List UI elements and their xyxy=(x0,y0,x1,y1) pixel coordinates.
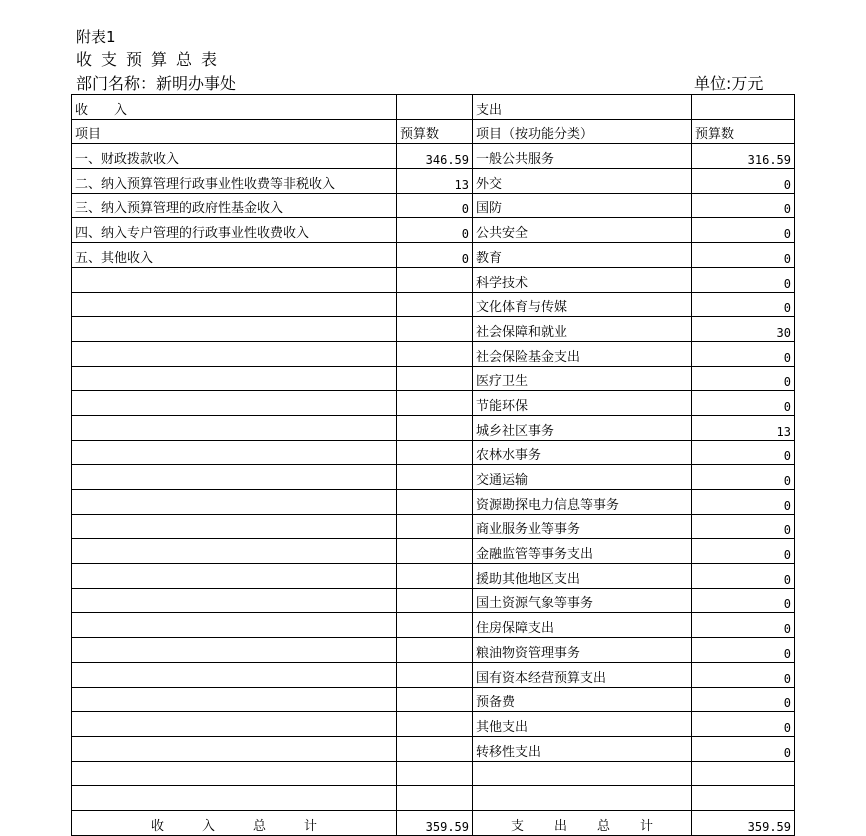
total-income-label xyxy=(72,810,397,835)
table-row xyxy=(72,514,795,539)
empty-cell xyxy=(397,613,473,638)
annex-label: 附表1 xyxy=(76,28,116,46)
empty-cell xyxy=(397,662,473,687)
table-row xyxy=(72,317,795,342)
empty-cell xyxy=(397,440,473,465)
expense-item-value: 0 xyxy=(692,366,795,391)
empty-cell xyxy=(72,588,397,613)
table-row xyxy=(72,786,795,811)
expense-item-label: 援助其他地区支出 xyxy=(473,564,692,589)
empty-cell xyxy=(72,712,397,737)
empty-cell xyxy=(72,366,397,391)
table-row xyxy=(72,539,795,564)
expense-item-label: 转移性支出 xyxy=(473,736,692,761)
total-income-label-char: 入 xyxy=(201,818,215,834)
empty-cell xyxy=(72,687,397,712)
empty-cell xyxy=(397,317,473,342)
col-item-header: 项目 xyxy=(72,119,397,144)
table-row xyxy=(72,218,795,243)
expense-item-label: 科学技术 xyxy=(473,267,692,292)
expense-item-label: 资源勘探电力信息等事务 xyxy=(473,490,692,515)
empty-cell xyxy=(397,564,473,589)
table-row xyxy=(72,292,795,317)
table-row xyxy=(72,613,795,638)
table-row xyxy=(72,243,795,268)
table-row xyxy=(72,366,795,391)
department-name: 部门名称：新明办事处 xyxy=(76,74,237,93)
expense-item-value: 0 xyxy=(692,267,795,292)
table-row xyxy=(72,267,795,292)
income-item-value: 0 xyxy=(397,218,473,243)
income-item-value: 346.59 xyxy=(397,144,473,169)
empty-cell xyxy=(397,391,473,416)
expense-item-label: 文化体育与传媒 xyxy=(473,292,692,317)
expense-item-label: 商业服务业等事务 xyxy=(473,514,692,539)
col-expense-item-header: 项目（按功能分类） xyxy=(473,119,692,144)
empty-cell xyxy=(72,440,397,465)
unit-label: 单位:万元 xyxy=(694,74,764,93)
expense-item-value: 0 xyxy=(692,292,795,317)
table-row xyxy=(72,687,795,712)
empty-cell xyxy=(692,761,795,786)
income-header: 收 入 xyxy=(72,95,397,120)
expense-item-label: 国土资源气象等事务 xyxy=(473,588,692,613)
income-item-value: 0 xyxy=(397,243,473,268)
table-row xyxy=(72,169,795,194)
totals-row xyxy=(72,810,795,835)
income-item-value: 0 xyxy=(397,193,473,218)
empty-cell xyxy=(72,267,397,292)
empty-cell xyxy=(397,490,473,515)
expense-item-value: 0 xyxy=(692,218,795,243)
expense-item-label: 国防 xyxy=(473,193,692,218)
empty-cell xyxy=(72,761,397,786)
table-row xyxy=(72,193,795,218)
expense-item-label: 公共安全 xyxy=(473,218,692,243)
expense-item-value: 0 xyxy=(692,440,795,465)
expense-item-label: 住房保障支出 xyxy=(473,613,692,638)
empty-cell xyxy=(397,415,473,440)
total-income-label-char: 收 xyxy=(150,818,164,834)
expense-item-value: 0 xyxy=(692,169,795,194)
empty-cell xyxy=(692,95,795,120)
table-row xyxy=(72,662,795,687)
empty-cell xyxy=(72,391,397,416)
budget-table-body xyxy=(72,95,795,836)
expense-item-value: 0 xyxy=(692,193,795,218)
table-row xyxy=(72,440,795,465)
expense-item-label: 国有资本经营预算支出 xyxy=(473,662,692,687)
empty-cell xyxy=(72,638,397,663)
empty-cell xyxy=(397,95,473,120)
expense-item-value: 0 xyxy=(692,465,795,490)
expense-item-label: 交通运输 xyxy=(473,465,692,490)
expense-item-value: 0 xyxy=(692,662,795,687)
income-item-label: 三、纳入预算管理的政府性基金收入 xyxy=(72,193,397,218)
income-item-label: 二、纳入预算管理行政事业性收费等非税收入 xyxy=(72,169,397,194)
expense-item-value: 0 xyxy=(692,514,795,539)
empty-cell xyxy=(72,490,397,515)
income-item-label: 四、纳入专户管理的行政事业性收费收入 xyxy=(72,218,397,243)
empty-cell xyxy=(397,539,473,564)
expense-item-value: 0 xyxy=(692,341,795,366)
empty-cell xyxy=(72,564,397,589)
expense-item-value: 0 xyxy=(692,736,795,761)
expense-item-value: 0 xyxy=(692,539,795,564)
expense-item-label: 粮油物资管理事务 xyxy=(473,638,692,663)
expense-item-label: 社会保险基金支出 xyxy=(473,341,692,366)
section-header-row xyxy=(72,95,795,120)
income-item-label: 五、其他收入 xyxy=(72,243,397,268)
income-item-label: 一、财政拨款收入 xyxy=(72,144,397,169)
empty-cell xyxy=(397,366,473,391)
table-row xyxy=(72,391,795,416)
empty-cell xyxy=(397,736,473,761)
empty-cell xyxy=(473,761,692,786)
table-row xyxy=(72,144,795,169)
empty-cell xyxy=(397,465,473,490)
total-expense-label-char: 支 xyxy=(510,818,524,834)
empty-cell xyxy=(473,786,692,811)
budget-table xyxy=(71,94,795,836)
table-row xyxy=(72,490,795,515)
empty-cell xyxy=(397,514,473,539)
table-row xyxy=(72,341,795,366)
expense-item-label: 预备费 xyxy=(473,687,692,712)
expense-header: 支出 xyxy=(473,95,692,120)
empty-cell xyxy=(397,292,473,317)
empty-cell xyxy=(397,761,473,786)
empty-cell xyxy=(72,292,397,317)
table-row xyxy=(72,712,795,737)
empty-cell xyxy=(72,465,397,490)
expense-item-value: 0 xyxy=(692,638,795,663)
income-item-value: 13 xyxy=(397,169,473,194)
empty-cell xyxy=(72,341,397,366)
expense-item-label: 其他支出 xyxy=(473,712,692,737)
total-income-value: 359.59 xyxy=(397,810,473,835)
total-expense-label-char: 总 xyxy=(597,818,611,834)
table-row xyxy=(72,638,795,663)
expense-item-label: 城乡社区事务 xyxy=(473,415,692,440)
col-expense-budget-header: 预算数 xyxy=(692,119,795,144)
expense-item-value: 13 xyxy=(692,415,795,440)
total-income-label-char: 总 xyxy=(253,818,267,834)
expense-item-value: 0 xyxy=(692,243,795,268)
total-expense-label xyxy=(473,810,692,835)
expense-item-label: 农林水事务 xyxy=(473,440,692,465)
table-row xyxy=(72,736,795,761)
expense-item-value: 0 xyxy=(692,391,795,416)
expense-item-value: 0 xyxy=(692,613,795,638)
empty-cell xyxy=(72,317,397,342)
expense-item-label: 一般公共服务 xyxy=(473,144,692,169)
expense-item-value: 0 xyxy=(692,588,795,613)
expense-item-label: 节能环保 xyxy=(473,391,692,416)
empty-cell xyxy=(72,613,397,638)
expense-item-value: 30 xyxy=(692,317,795,342)
empty-cell xyxy=(72,662,397,687)
column-header-row xyxy=(72,119,795,144)
empty-cell xyxy=(72,514,397,539)
table-row xyxy=(72,564,795,589)
empty-cell xyxy=(397,267,473,292)
empty-cell xyxy=(397,712,473,737)
table-row xyxy=(72,415,795,440)
expense-item-label: 社会保障和就业 xyxy=(473,317,692,342)
table-row xyxy=(72,588,795,613)
empty-cell xyxy=(72,539,397,564)
empty-cell xyxy=(397,687,473,712)
table-row xyxy=(72,761,795,786)
total-expense-label-char: 计 xyxy=(640,818,654,834)
expense-item-value: 0 xyxy=(692,687,795,712)
page-title: 收支预算总表 xyxy=(76,50,227,69)
empty-cell xyxy=(72,415,397,440)
empty-cell xyxy=(72,786,397,811)
empty-cell xyxy=(72,736,397,761)
total-income-label-char: 计 xyxy=(304,818,318,834)
total-expense-label-char: 出 xyxy=(553,818,567,834)
expense-item-label: 金融监管等事务支出 xyxy=(473,539,692,564)
total-expense-value: 359.59 xyxy=(692,810,795,835)
empty-cell xyxy=(397,786,473,811)
empty-cell xyxy=(397,638,473,663)
expense-item-value: 316.59 xyxy=(692,144,795,169)
empty-cell xyxy=(692,786,795,811)
expense-item-label: 医疗卫生 xyxy=(473,366,692,391)
empty-cell xyxy=(397,341,473,366)
expense-item-label: 外交 xyxy=(473,169,692,194)
expense-item-value: 0 xyxy=(692,490,795,515)
table-row xyxy=(72,465,795,490)
col-budget-header: 预算数 xyxy=(397,119,473,144)
empty-cell xyxy=(397,588,473,613)
expense-item-value: 0 xyxy=(692,712,795,737)
expense-item-value: 0 xyxy=(692,564,795,589)
expense-item-label: 教育 xyxy=(473,243,692,268)
